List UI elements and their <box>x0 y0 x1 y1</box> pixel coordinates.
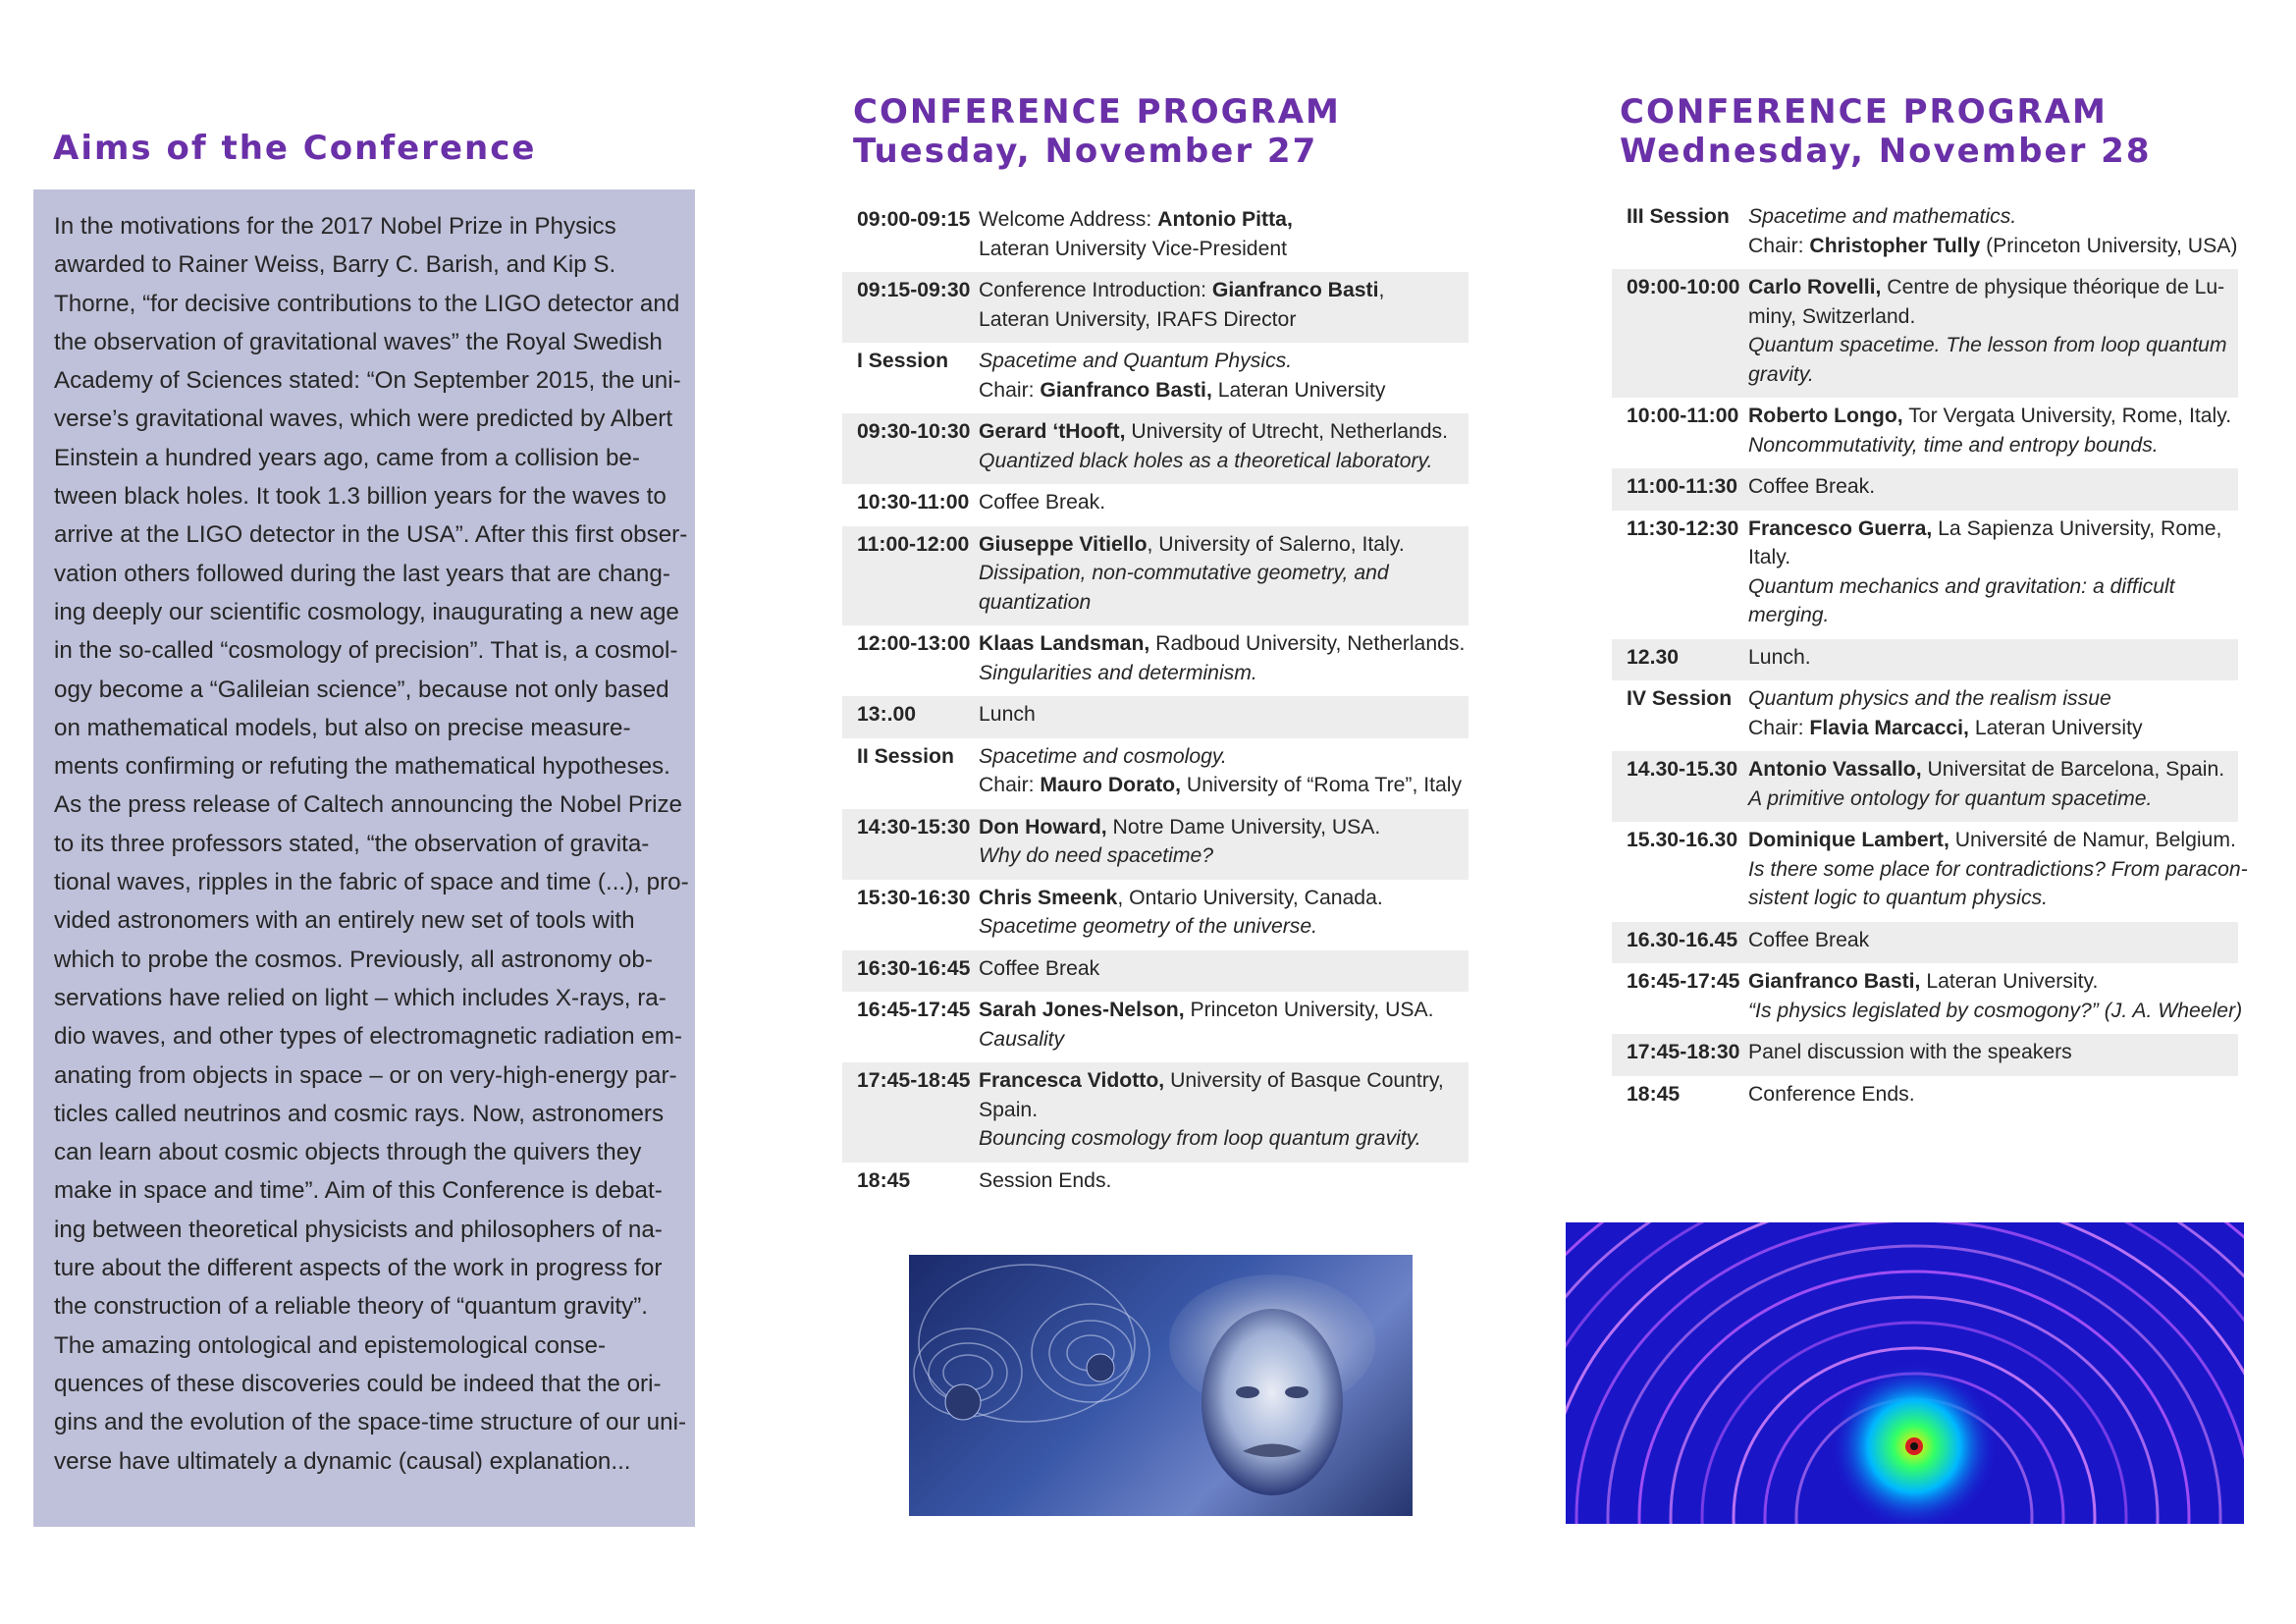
program-time: 15:30-16:30 <box>857 886 971 909</box>
speaker-name: Dominique Lambert, <box>1748 829 1949 851</box>
detail-text: Panel discussion with the speakers <box>1748 1041 2072 1063</box>
talk-title: Bouncing cosmology from loop quantum gravity. <box>979 1127 1421 1150</box>
program-details <box>979 884 1468 942</box>
aims-text-line: which to probe the cosmos. Previously, all astronomy ob- <box>54 946 653 973</box>
program-details <box>1748 472 2238 502</box>
aims-text-line: ogy become a “Galileian science”, because not only based <box>54 676 669 703</box>
program-row <box>1612 269 2238 398</box>
program-detail-line <box>1748 331 2238 360</box>
detail-text: Radboud University, Netherlands. <box>1149 632 1466 655</box>
program-details <box>979 417 1468 475</box>
aims-text-line: ments confirming or refuting the mathematical hypotheses. <box>54 753 670 781</box>
talk-title: Quantum spacetime. The lesson from loop quantum <box>1748 334 2227 356</box>
detail-text: Session Ends. <box>979 1168 1112 1192</box>
program-detail-line <box>1748 1038 2238 1067</box>
detail-text: Lunch. <box>1748 645 1811 669</box>
aims-text-line: vided astronomers with an entirely new set of tools with <box>54 907 635 935</box>
speaker-name: Klaas Landsman, <box>979 632 1150 655</box>
detail-text: Italy. <box>1748 546 1791 568</box>
program-detail-line <box>1748 601 2238 630</box>
program-time: 14:30-15:30 <box>857 815 971 839</box>
detail-text: Universitat de Barcelona, Spain. <box>1921 758 2225 781</box>
program-details <box>979 530 1468 618</box>
program-detail-line <box>1748 572 2238 602</box>
program-row <box>1612 1076 2238 1118</box>
talk-title: Is there some place for contradictions? From paracon- <box>1748 857 2248 881</box>
program-detail-line <box>1748 1080 2238 1110</box>
program-details <box>1748 826 2248 913</box>
program-row <box>842 526 1468 626</box>
detail-text: University of Utrecht, Netherlands. <box>1125 420 1449 443</box>
program-detail-line <box>1748 714 2238 743</box>
aims-text-line: servations have relied on light – which includes X-rays, ra- <box>54 984 667 1011</box>
talk-title: Spacetime and cosmology. <box>979 744 1227 768</box>
program-time: 15.30-16.30 <box>1627 829 1738 851</box>
program-row <box>842 1062 1468 1163</box>
detail-text: Spain. <box>979 1098 1039 1121</box>
detail-text: University of “Roma Tre”, Italy <box>1181 774 1463 796</box>
program-time: 17:45-18:30 <box>1627 1041 1740 1063</box>
detail-text: Coffee Break. <box>1748 475 1876 498</box>
program-time: 16:45-17:45 <box>1627 970 1740 993</box>
program-detail-line <box>1748 360 2238 390</box>
talk-title: A primitive ontology for quantum spacetime. <box>1748 786 2153 810</box>
program-detail-line <box>1748 514 2238 544</box>
program-details <box>1748 402 2238 460</box>
wednesday-title-line2: Wednesday, November 28 <box>1620 132 2152 171</box>
detail-text: Université de Namur, Belgium. <box>1949 829 2236 851</box>
program-row <box>842 413 1468 484</box>
program-detail-line <box>1748 643 2238 673</box>
program-detail-line <box>1748 402 2238 431</box>
speaker-name: Christopher Tully <box>1809 234 1981 257</box>
detail-text: , University of Salerno, Italy. <box>1147 532 1405 556</box>
program-detail-line <box>979 1066 1468 1096</box>
program-row <box>1612 198 2238 269</box>
program-detail-line <box>1748 884 2248 913</box>
aims-text-line: Einstein a hundred years ago, came from a collision be- <box>54 444 640 471</box>
program-row <box>842 272 1468 343</box>
detail-text: Welcome Address: <box>979 208 1158 231</box>
program-detail-line <box>979 276 1468 305</box>
program-detail-line <box>979 205 1468 235</box>
program-details <box>979 954 1468 984</box>
speaker-name: Don Howard, <box>979 815 1107 839</box>
speaker-name: Roberto Longo, <box>1748 405 1903 427</box>
talk-title: merging. <box>1748 604 1830 626</box>
program-detail-line <box>979 742 1468 772</box>
program-time: 10:00-11:00 <box>1627 405 1739 427</box>
program-details <box>1748 926 2238 955</box>
program-detail-line <box>979 559 1468 588</box>
program-detail-line <box>979 771 1468 800</box>
program-row <box>842 809 1468 880</box>
detail-text: Notre Dame University, USA. <box>1106 815 1381 839</box>
program-details <box>1748 202 2238 260</box>
aims-box <box>33 189 695 1527</box>
aims-text-line: Thorne, “for decisive contributions to the LIGO detector and <box>54 290 680 317</box>
speaker-name: Gianfranco Basti, <box>1748 970 1921 993</box>
program-detail-line <box>979 912 1468 942</box>
program-time: IV Session <box>1627 687 1733 710</box>
program-row <box>842 992 1468 1062</box>
talk-title: Noncommutativity, time and entropy bounds. <box>1748 433 2159 457</box>
program-row <box>842 201 1468 272</box>
program-row <box>1612 639 2238 681</box>
program-detail-line <box>979 488 1468 517</box>
detail-text: Lateran University Vice-President <box>979 237 1288 260</box>
detail-text: Lateran University <box>1968 716 2143 739</box>
program-details <box>979 205 1468 263</box>
detail-text: , Ontario University, Canada. <box>1117 886 1383 909</box>
program-time: 12:00-13:00 <box>857 632 971 655</box>
aims-text-line: vation others followed during the last years that are chang- <box>54 560 670 587</box>
program-details <box>979 629 1468 687</box>
talk-title: Why do need spacetime? <box>979 844 1214 867</box>
program-detail-line <box>1748 684 2238 714</box>
detail-text: Coffee Break <box>1748 928 1870 951</box>
program-details <box>1748 1038 2238 1067</box>
speaker-name: Flavia Marcacci, <box>1809 716 1969 739</box>
program-detail-line <box>979 417 1468 447</box>
wednesday-program-title <box>1620 92 2151 171</box>
talk-title: Spacetime geometry of the universe. <box>979 915 1318 938</box>
program-details <box>979 1166 1468 1196</box>
program-row <box>842 1163 1468 1205</box>
program-detail-line <box>979 629 1468 659</box>
aims-text-line: tional waves, ripples in the fabric of space and time (...), pro- <box>54 869 689 896</box>
aims-text-line: verse’s gravitational waves, which were predicted by Albert <box>54 406 673 433</box>
program-detail-line <box>979 884 1468 913</box>
aims-text-line: anating from objects in space – or on very-high-energy par- <box>54 1061 677 1089</box>
speaker-name: Sarah Jones-Nelson, <box>979 999 1185 1021</box>
program-time: 09:00-10:00 <box>1627 276 1740 298</box>
program-time: 09:00-09:15 <box>857 208 971 231</box>
program-detail-line <box>1748 472 2238 502</box>
program-detail-line <box>1748 755 2238 785</box>
aims-text-line: make in space and time”. Aim of this Conference is debat- <box>54 1177 663 1205</box>
talk-title: Spacetime and Quantum Physics. <box>979 350 1293 372</box>
program-row <box>1612 468 2238 511</box>
talk-title: Quantized black holes as a theoretical laboratory. <box>979 449 1433 472</box>
talk-title: gravity. <box>1748 362 1814 386</box>
aims-text-line: Academy of Sciences stated: “On September 2015, the uni- <box>54 367 681 395</box>
aims-text-line: verse have ultimately a dynamic (causal) explanation... <box>54 1447 631 1475</box>
program-detail-line <box>979 841 1468 871</box>
speaker-name: Gerard ‘tHooft, <box>979 420 1126 443</box>
aims-text-line: awarded to Rainer Weiss, Barry C. Barish, and Kip S. <box>54 251 616 279</box>
talk-title: sistent logic to quantum physics. <box>1748 887 2049 909</box>
program-details <box>979 700 1468 730</box>
program-detail-line <box>979 996 1468 1025</box>
program-row <box>842 950 1468 993</box>
program-row <box>1612 511 2238 639</box>
talk-title: “Is physics legislated by cosmogony?” (J. A. Wheeler) <box>1748 999 2243 1022</box>
program-time: 14.30-15.30 <box>1627 758 1738 781</box>
speaker-name: Chris Smeenk <box>979 886 1118 909</box>
program-time: 18:45 <box>1627 1082 1681 1106</box>
curved-spacetime-image <box>1566 1222 2244 1524</box>
detail-text: Princeton University, USA. <box>1184 999 1434 1021</box>
speaker-name: Mauro Dorato, <box>1040 774 1182 796</box>
aims-text-line: dio waves, and other types of electromagnetic radiation em- <box>54 1023 682 1051</box>
program-row <box>1612 751 2238 822</box>
aims-text-line: the observation of gravitational waves” the Royal Swedish <box>54 328 663 355</box>
aims-text-line: ing between theoretical physicists and philosophers of na- <box>54 1216 663 1243</box>
program-detail-line <box>979 305 1468 335</box>
talk-title: Dissipation, non-commutative geometry, and <box>979 562 1389 584</box>
detail-text: Lateran University <box>1211 378 1386 402</box>
speaker-name: Francesca Vidotto, <box>979 1069 1165 1092</box>
program-details <box>1748 514 2238 630</box>
detail-text: Lunch <box>979 703 1036 726</box>
aims-text-line: gins and the evolution of the space-time structure of our uni- <box>54 1409 687 1436</box>
aims-text-line: on mathematical models, but also on precise measure- <box>54 714 631 741</box>
einstein-gravitational-waves-art <box>909 1255 1413 1516</box>
detail-text: miny, Switzerland. <box>1748 304 1916 328</box>
program-time: II Session <box>857 744 954 768</box>
talk-title: Quantum physics and the realism issue <box>1748 687 2111 710</box>
program-detail-line <box>979 1025 1468 1055</box>
program-detail-line <box>1748 826 2248 855</box>
speaker-name: Gianfranco Basti <box>1211 279 1379 301</box>
program-time: 09:15-09:30 <box>857 279 971 301</box>
program-time: 11:00-12:00 <box>857 532 970 556</box>
detail-text: , <box>1378 279 1385 301</box>
program-detail-line <box>1748 302 2238 332</box>
program-details <box>979 742 1468 800</box>
program-detail-line <box>1748 785 2238 814</box>
program-details <box>1748 1080 2238 1110</box>
wednesday-program <box>1612 198 2248 1117</box>
program-row <box>1612 963 2243 1034</box>
aims-text-line: ture about the different aspects of the work in progress for <box>54 1255 663 1282</box>
program-detail-line <box>979 1124 1468 1154</box>
tuesday-title-line2: Tuesday, November 27 <box>853 132 1318 171</box>
aims-text-line: As the press release of Caltech announcing the Nobel Prize <box>54 791 683 819</box>
program-time: 16:45-17:45 <box>857 999 971 1021</box>
detail-text: Centre de physique théorique de Lu- <box>1881 276 2225 298</box>
speaker-name: Antonio Pitta, <box>1157 208 1293 231</box>
program-time: 17:45-18:45 <box>857 1069 971 1092</box>
talk-title: Causality <box>979 1027 1065 1051</box>
detail-text: Coffee Break. <box>979 491 1106 514</box>
speaker-name: Gianfranco Basti, <box>1040 378 1212 402</box>
curved-spacetime-art <box>1566 1222 2244 1524</box>
program-time: 11:00-11:30 <box>1627 475 1738 498</box>
program-row <box>842 484 1468 526</box>
talk-title: Spacetime and mathematics. <box>1748 205 2017 228</box>
aims-text-line: in the so-called “cosmology of precision”. That is, a cosmol- <box>54 637 678 665</box>
program-details <box>979 276 1468 334</box>
aims-text-line: In the motivations for the 2017 Nobel Prize in Physics <box>54 213 616 240</box>
speaker-name: Antonio Vassallo, <box>1748 758 1922 781</box>
program-detail-line <box>979 1166 1468 1196</box>
program-details <box>979 996 1468 1054</box>
aims-text-line: The amazing ontological and epistemological conse- <box>54 1331 607 1359</box>
detail-text: Conference Introduction: <box>979 279 1212 301</box>
speaker-name: Carlo Rovelli, <box>1748 276 1882 298</box>
program-time: 11:30-12:30 <box>1627 516 1739 540</box>
talk-title: Singularities and determinism. <box>979 661 1257 684</box>
detail-text: Chair: <box>979 774 1041 796</box>
aims-text-line: the construction of a reliable theory of “quantum gravity”. <box>54 1293 648 1321</box>
aims-text-line: ing deeply our scientific cosmology, inaugurating a new age <box>54 598 679 625</box>
aims-text-line: tween black holes. It took 1.3 billion years for the waves to <box>54 483 667 511</box>
program-detail-line <box>979 347 1468 376</box>
einstein-gravitational-waves-image <box>909 1255 1413 1516</box>
program-detail-line <box>1748 543 2238 572</box>
program-details <box>1748 273 2238 389</box>
program-detail-line <box>979 447 1468 476</box>
program-detail-line <box>979 700 1468 730</box>
program-detail-line <box>1748 273 2238 302</box>
tuesday-program <box>842 201 1468 1204</box>
program-detail-line <box>979 235 1468 264</box>
program-detail-line <box>1748 855 2248 885</box>
program-details <box>979 1066 1468 1154</box>
program-detail-line <box>1748 967 2242 997</box>
program-time: 10:30-11:00 <box>857 491 970 514</box>
program-details <box>1748 643 2238 673</box>
program-detail-line <box>979 954 1468 984</box>
program-detail-line <box>979 659 1468 688</box>
program-detail-line <box>979 1096 1468 1125</box>
detail-text: Chair: <box>1748 716 1810 739</box>
program-row <box>1612 822 2248 922</box>
program-row <box>842 738 1468 809</box>
program-details <box>1748 684 2238 742</box>
detail-text: Tor Vergata University, Rome, Italy. <box>1902 405 2232 427</box>
aims-text-line: quences of these discoveries could be indeed that the ori- <box>54 1370 662 1397</box>
program-detail-line <box>979 588 1468 618</box>
detail-text: Conference Ends. <box>1748 1082 1915 1106</box>
program-row <box>1612 1034 2238 1076</box>
program-time: 16:30-16:45 <box>857 956 971 980</box>
detail-text: Lateran University. <box>1920 970 2099 993</box>
aims-text <box>54 207 689 1481</box>
program-detail-line <box>1748 202 2238 232</box>
program-time: 09:30-10:30 <box>857 420 971 443</box>
talk-title: Quantum mechanics and gravitation: a difficult <box>1748 574 2175 598</box>
speaker-name: Giuseppe Vitiello <box>979 532 1148 556</box>
program-detail-line <box>1748 232 2238 261</box>
detail-text: Chair: <box>1748 234 1810 257</box>
program-time: I Session <box>857 350 949 372</box>
program-row <box>1612 680 2238 751</box>
program-row <box>1612 922 2238 964</box>
tuesday-title-line1: CONFERENCE PROGRAM <box>853 92 1341 132</box>
aims-text-line: ticles called neutrinos and cosmic rays. Now, astronomers <box>54 1100 665 1127</box>
program-detail-line <box>979 376 1468 406</box>
detail-text: Coffee Break <box>979 956 1100 980</box>
program-details <box>979 347 1468 405</box>
program-detail-line <box>1748 431 2238 460</box>
aims-title: Aims of the Conference <box>53 129 537 168</box>
program-details <box>979 813 1468 871</box>
program-detail-line <box>1748 926 2238 955</box>
program-details <box>1748 967 2242 1025</box>
program-detail-line <box>1748 997 2242 1026</box>
wednesday-title-line1: CONFERENCE PROGRAM <box>1620 92 2108 132</box>
program-row <box>1612 398 2238 468</box>
detail-text: (Princeton University, USA) <box>1980 234 2238 257</box>
aims-text-line: to its three professors stated, “the observation of gravita- <box>54 830 650 857</box>
aims-text-line: arrive at the LIGO detector in the USA”. After this first obser- <box>54 521 688 549</box>
aims-text-line: can learn about cosmic objects through the quivers they <box>54 1139 642 1166</box>
program-row <box>842 625 1468 696</box>
program-row <box>842 696 1468 738</box>
tuesday-program-title <box>853 92 1341 171</box>
program-time: 18:45 <box>857 1168 911 1192</box>
program-details <box>1748 755 2238 813</box>
program-time: 12.30 <box>1627 645 1680 669</box>
program-detail-line <box>979 813 1468 842</box>
detail-text: Lateran University, IRAFS Director <box>979 307 1297 331</box>
program-row <box>842 880 1468 950</box>
program-detail-line <box>979 530 1468 560</box>
talk-title: quantization <box>979 590 1092 614</box>
speaker-name: Francesco Guerra, <box>1748 516 1933 540</box>
detail-text: Chair: <box>979 378 1041 402</box>
program-time: 16.30-16.45 <box>1627 928 1738 951</box>
program-time: 13:.00 <box>857 703 917 726</box>
program-details <box>979 488 1468 517</box>
detail-text: La Sapienza University, Rome, <box>1932 516 2222 540</box>
detail-text: University of Basque Country, <box>1164 1069 1444 1092</box>
program-row <box>842 343 1468 413</box>
program-time: III Session <box>1627 205 1730 228</box>
